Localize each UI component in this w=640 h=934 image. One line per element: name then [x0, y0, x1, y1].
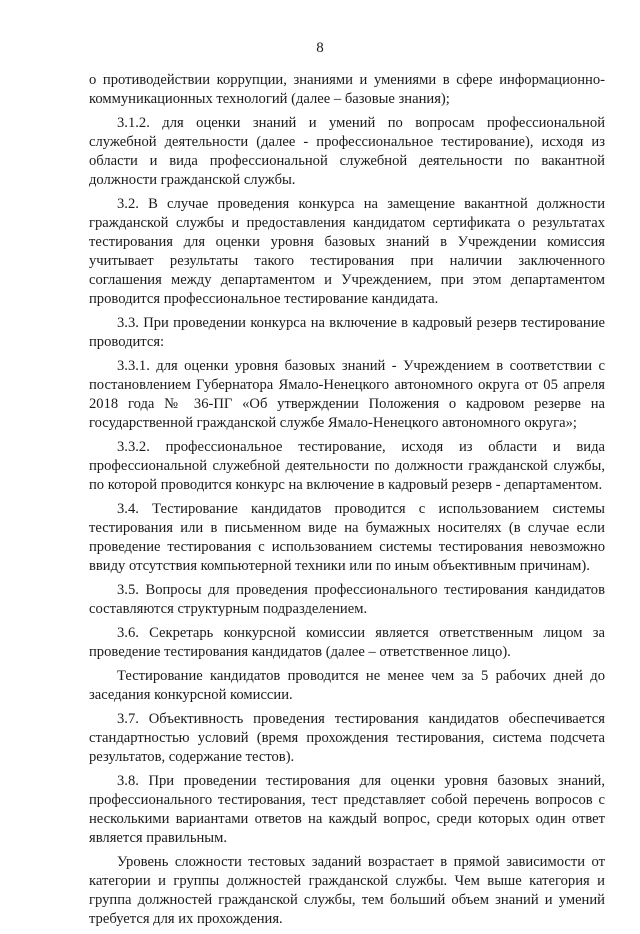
paragraph-3-3-1: 3.3.1. для оценки уровня базовых знаний - Учреждением в соответствии с постановлением Губернатора Ямало-Ненецкого автономного округа от 05 апреля 2018 года № 36-ПГ «Об утверждении Положения о кадровом резерве на государственной гражданской службе Ямало-Ненецкого автономного округа»;: [89, 358, 605, 431]
paragraph-3-8: 3.8. При проведении тестирования для оценки уровня базовых знаний, профессионального тестирования, тест представляет собой перечень вопросов с несколькими вариантами ответов на каждый вопрос, среди которых один ответ является правильным.: [89, 773, 605, 846]
paragraph-continuation: о противодействии коррупции, знаниями и умениями в сфере информационно-коммуникационных технологий (далее – базовые знания);: [89, 72, 605, 107]
paragraph-3-3: 3.3. При проведении конкурса на включение в кадровый резерв тестирование проводится:: [89, 315, 605, 350]
paragraph-3-5: 3.5. Вопросы для проведения профессионального тестирования кандидатов составляются структурным подразделением.: [89, 582, 605, 617]
page-number: 8: [316, 40, 324, 56]
document-body: [89, 71, 605, 934]
paragraph-3-2: 3.2. В случае проведения конкурса на замещение вакантной должности гражданской службы и предоставления кандидатом сертификата о результатах тестирования для оценки уровня базовых знаний в Учреждении комиссия учитывает результаты такого тестирования при наличии заключенного соглашения между департаментом и Учреждением, при этом департаментом проводится профессиональное тестирование кандидата.: [89, 196, 605, 307]
paragraph-3-3-2: 3.3.2. профессиональное тестирование, исходя из области и вида профессиональной служебной деятельности по должности гражданской службы, по которой проводится конкурс на включение в кадровый резерв - департаментом.: [89, 439, 605, 493]
paragraph-3-7: 3.7. Объективность проведения тестирования кандидатов обеспечивается стандартностью условий (время прохождения тестирования, система подсчета результатов, содержание тестов).: [89, 711, 605, 765]
paragraph-3-8-difficulty: Уровень сложности тестовых заданий возрастает в прямой зависимости от категории и группы должностей гражданской службы. Чем выше категория и группа должностей гражданской службы, тем больший объем знаний и умений требуется для их прохождения.: [89, 854, 605, 927]
paragraph-3-1-2: 3.1.2. для оценки знаний и умений по вопросам профессиональной служебной деятельности (далее - профессиональное тестирование), исходя из области и вида профессиональной служебной деятельности по вакантной должности гражданской службы.: [89, 115, 605, 188]
paragraph-3-6: 3.6. Секретарь конкурсной комиссии является ответственным лицом за проведение тестирования кандидатов (далее – ответственное лицо).: [89, 625, 605, 660]
paragraph-3-4: 3.4. Тестирование кандидатов проводится с использованием системы тестирования или в письменном виде на бумажных носителях (в случае если проведение тестирования с использованием системы тестирования невозможно ввиду отсутствия компьютерной техники или по иным объективным причинам).: [89, 501, 605, 574]
paragraph-3-6-testing-deadline: Тестирование кандидатов проводится не менее чем за 5 рабочих дней до заседания конкурсной комиссии.: [89, 668, 605, 703]
